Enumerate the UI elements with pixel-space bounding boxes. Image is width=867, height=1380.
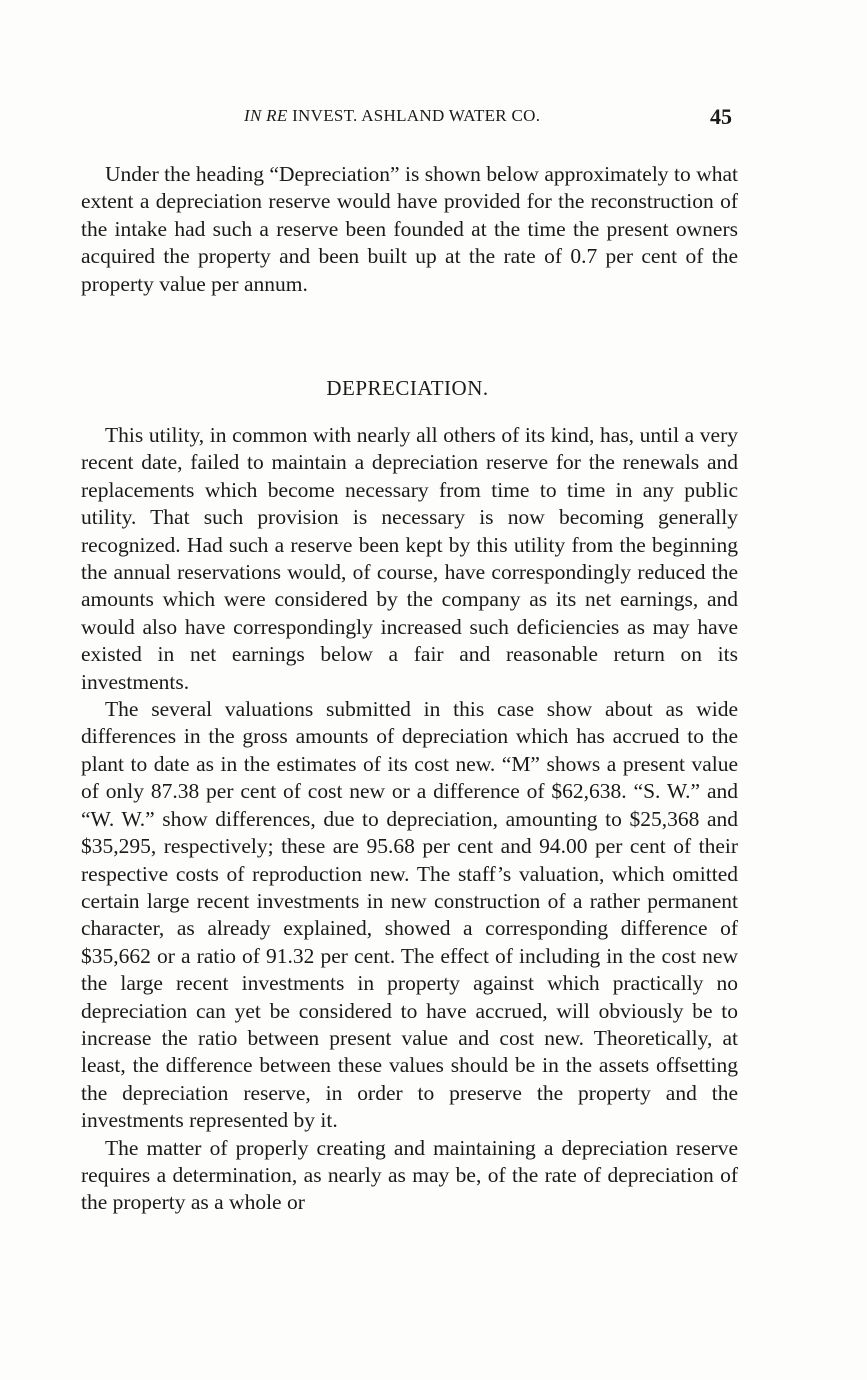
section-paragraph-1: This utility, in common with nearly all others of its kind, has, until a very recent date, failed to maintain a depreciation reserve for the renewals and replacements which become necessary from time to time in any public utility. That such provision is necessary is now becoming generally recognized. Had such a reserve been kept by this utility from the beginning the annual reservations would, of course, have correspondingly reduced the amounts which were considered by the company as its net earnings, and would also have correspondingly increased such deficiencies as may have existed in net earnings below a fair and reasonable return on its investments.: [81, 423, 738, 694]
section-heading: [0, 376, 867, 401]
intro-paragraph: Under the heading “Depreciation” is shown below approximately to what extent a depreciation reserve would have provided for the reconstruction of the intake had such a reserve been founded at the time the present owners acquired the property and been built up at the rate of 0.7 per cent of the property value per annum.: [81, 162, 738, 296]
running-title-rest: INVEST. ASHLAND WATER CO.: [287, 106, 541, 125]
section-heading-text: DEPRECIATION.: [326, 376, 489, 400]
running-head: [0, 106, 867, 130]
intro-text-block: [81, 161, 738, 298]
section-paragraph-3: The matter of properly creating and maintaining a depreciation reserve requires a determination, as nearly as may be, of the rate of depreciation of the property as a whole or: [81, 1135, 738, 1215]
page-number: 45: [710, 104, 732, 129]
section-paragraph-2: The several valuations submitted in this case show about as wide differences in the gross amounts of depreciation which has accrued to the plant to date as in the estimates of its cost new. “M” shows a present value of only 87.38 per cent of cost new or a difference of $62,638. “S. W.” and “W. W.” show differences, due to depreciation, amounting to $25,368 and $35,295, respectively; these are 95.68 per cent and 94.00 per cent of their respective costs of reproduction new. The staff’s valuation, which omitted certain large recent investments in new construction of a rather permanent character, as already explained, showed a corresponding difference of $35,662 or a ratio of 91.32 per cent. The effect of including in the cost new the large recent investments in property against which practically no depreciation can yet be considered to have accrued, will obviously be to increase the ratio between present value and cost new. Theoretically, at least, the difference between these values should be in the assets offsetting the depreciation reserve, in order to preserve the property and the investments represented by it.: [81, 697, 738, 1133]
running-title: [244, 106, 540, 126]
running-title-italic: IN RE: [244, 106, 288, 125]
section-body: [81, 422, 738, 1217]
